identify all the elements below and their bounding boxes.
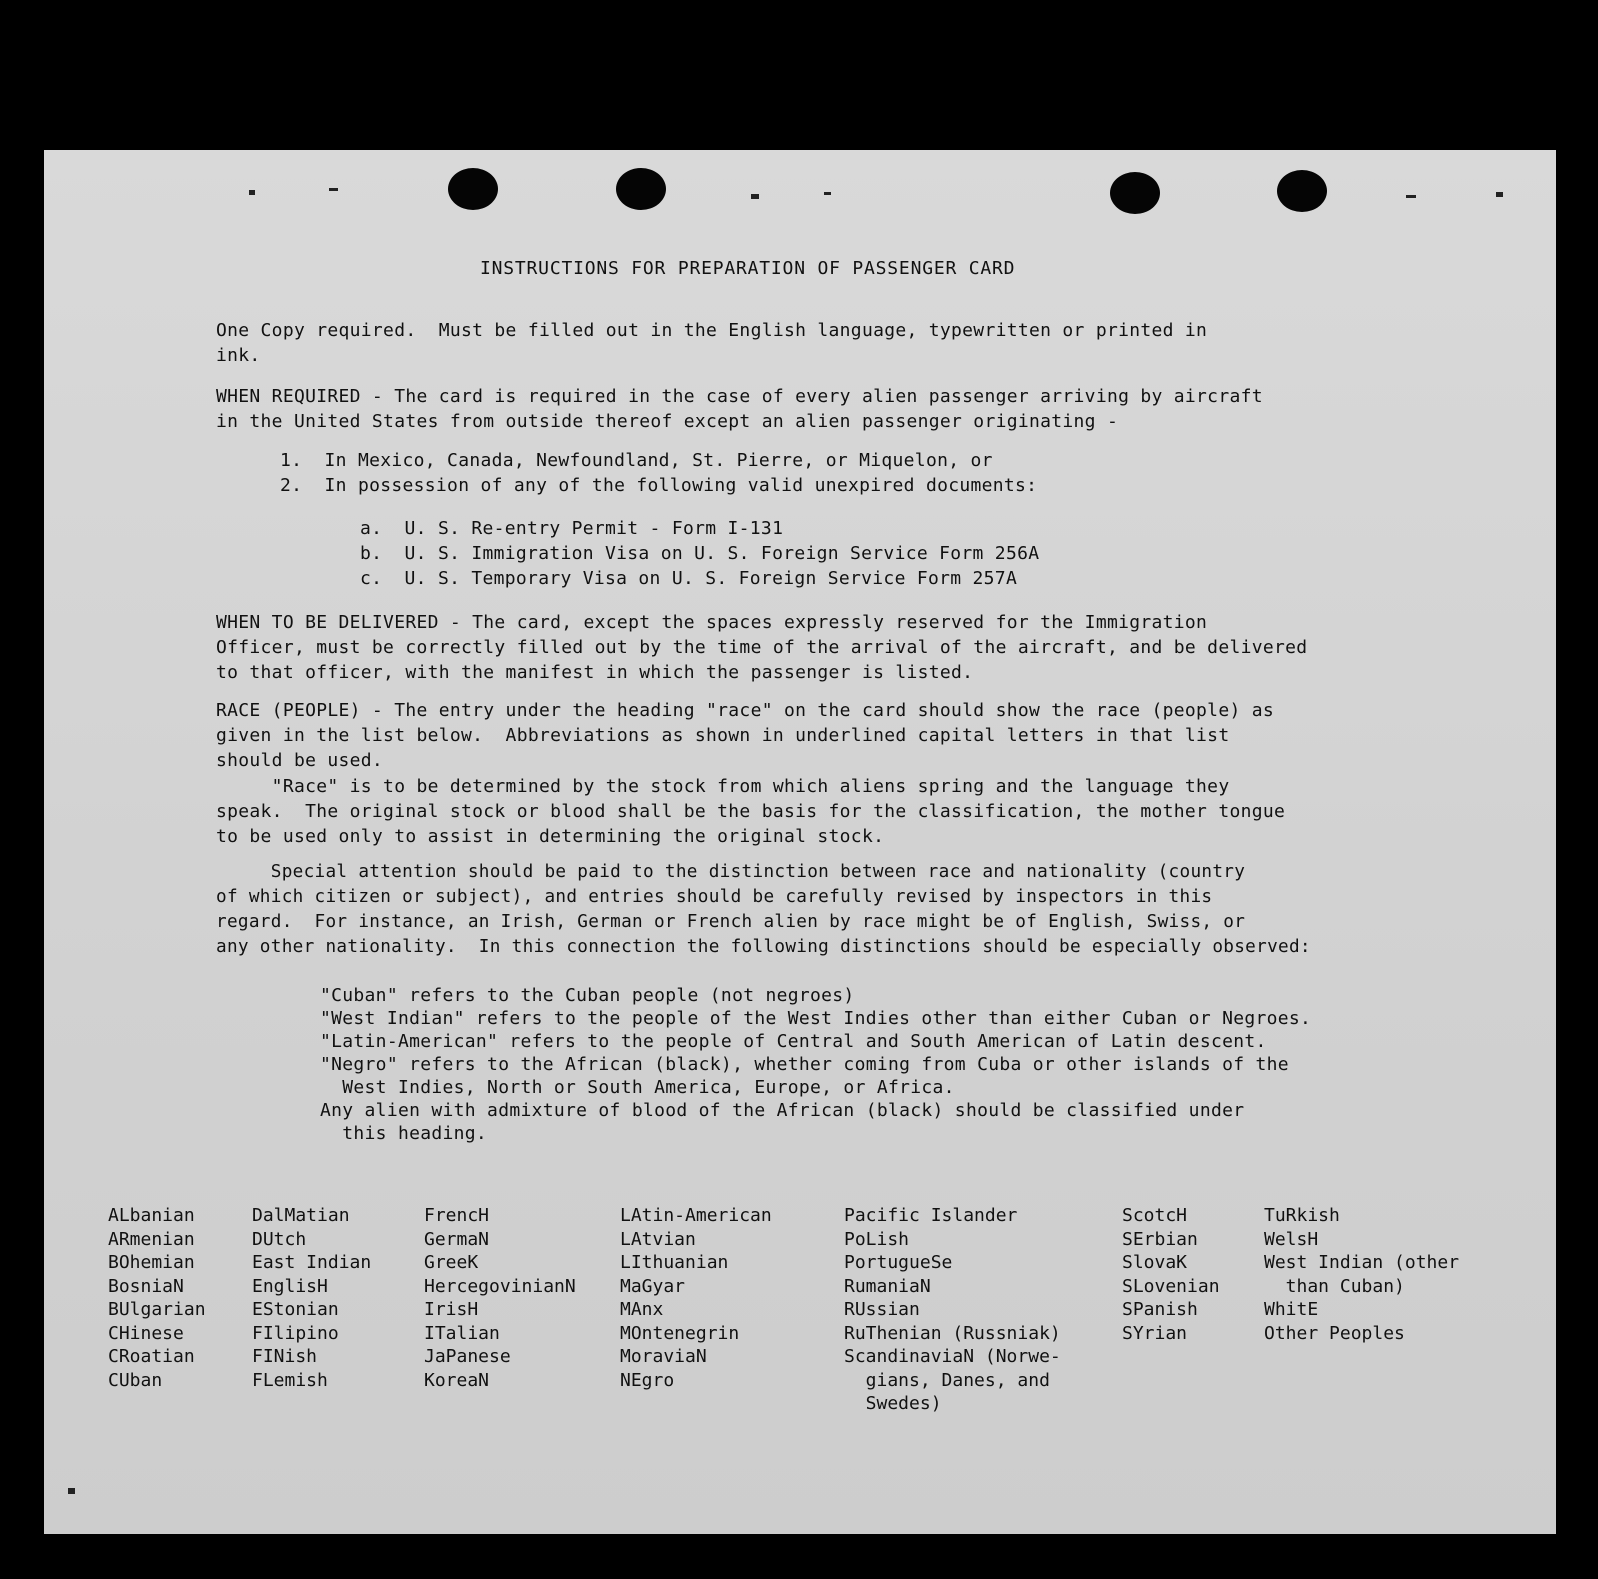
intro-paragraph: One Copy required. Must be filled out in the English language, typewritten or printed in ink. bbox=[216, 320, 1208, 366]
punch-hole bbox=[1277, 170, 1327, 212]
race-people-paragraph: RACE (PEOPLE) - The entry under the heading "race" on the card should show the race (people) as given in the list below. Abbreviations as shown in underlined capital letters in that list should be used. bbox=[216, 700, 1275, 771]
punch-hole bbox=[448, 168, 498, 210]
race-list-column: LAtin-American LAtvian LIthuanian MaGyar MAnx MOntenegrin MoraviaN NEgro bbox=[620, 1205, 772, 1391]
race-definition-paragraph: "Race" is to be determined by the stock from which aliens spring and the language they speak. The original stock or blood shall be the basis for the classification, the mother tongue to be used only to assist in determining the original stock. bbox=[216, 776, 1286, 847]
paper-speck bbox=[751, 194, 759, 199]
punch-hole bbox=[616, 168, 666, 210]
paper-speck bbox=[824, 192, 831, 195]
paper-speck bbox=[249, 190, 255, 195]
paper-speck bbox=[1496, 192, 1503, 197]
race-list-column: DalMatian DUtch East Indian EnglisH EStonian FIlipino FINish FLemish bbox=[252, 1205, 372, 1391]
punch-hole bbox=[1110, 172, 1160, 214]
race-list-column: FrencH GermaN GreeK HercegovinianN IrisH ITalian JaPanese KoreaN bbox=[424, 1205, 576, 1391]
page-title: INSTRUCTIONS FOR PREPARATION OF PASSENGER CARD bbox=[480, 258, 1016, 279]
paper-speck bbox=[1406, 195, 1416, 198]
special-attention-paragraph: Special attention should be paid to the distinction between race and nationality (country of which citizen or subject), and entries should be carefully revised by inspectors in this regard. For instance, an Irish, German or French alien by race might be of English, Swiss, or any other nationality. In this connection the following distinctions should be especially observed: bbox=[216, 862, 1311, 957]
distinctions-list: "Cuban" refers to the Cuban people (not negroes) "West Indian" refers to the people of the West Indies other than either Cuban or Negroes. "Latin-American" refers to the people of Central and South American of Latin descent. "Negro" refers to the African (black), whether coming from Cuba or other islands of the West Indies, North or South America, Europe, or Africa. Any alien with admixture of blood of the African (black) should be classified under this heading. bbox=[320, 985, 1312, 1144]
race-list-column: TuRkish WelsH West Indian (other than Cuban) WhitE Other Peoples bbox=[1264, 1205, 1460, 1344]
race-list-column: Pacific Islander PoLish PortugueSe RumaniaN RUssian RuThenian (Russniak) ScandinaviaN (Norwe- gians, Danes, and Swedes) bbox=[844, 1205, 1061, 1414]
when-delivered-paragraph: WHEN TO BE DELIVERED - The card, except the spaces expressly reserved for the Immigration Officer, must be correctly filled out by the time of the arrival of the aircraft, and be delivered to that officer, with the manifest in which the passenger is listed. bbox=[216, 612, 1308, 683]
paper-speck bbox=[329, 188, 338, 191]
origin-list: 1. In Mexico, Canada, Newfoundland, St. Pierre, or Miquelon, or 2. In possession of any of the following valid unexpired documents: bbox=[280, 450, 1038, 496]
paper-speck bbox=[68, 1488, 75, 1494]
race-list-column: ALbanian ARmenian BOhemian BosniaN BUlgarian CHinese CRoatian CUban bbox=[108, 1205, 206, 1391]
race-list-column: ScotcH SErbian SlovaK SLovenian SPanish SYrian bbox=[1122, 1205, 1220, 1344]
when-required-paragraph: WHEN REQUIRED - The card is required in the case of every alien passenger arriving by aircraft in the United States from outside thereof except an alien passenger originating - bbox=[216, 386, 1263, 432]
document-list: a. U. S. Re-entry Permit - Form I-131 b. U. S. Immigration Visa on U. S. Foreign Service Form 256A c. U. S. Temporary Visa on U. S. Foreign Service Form 257A bbox=[360, 518, 1040, 589]
